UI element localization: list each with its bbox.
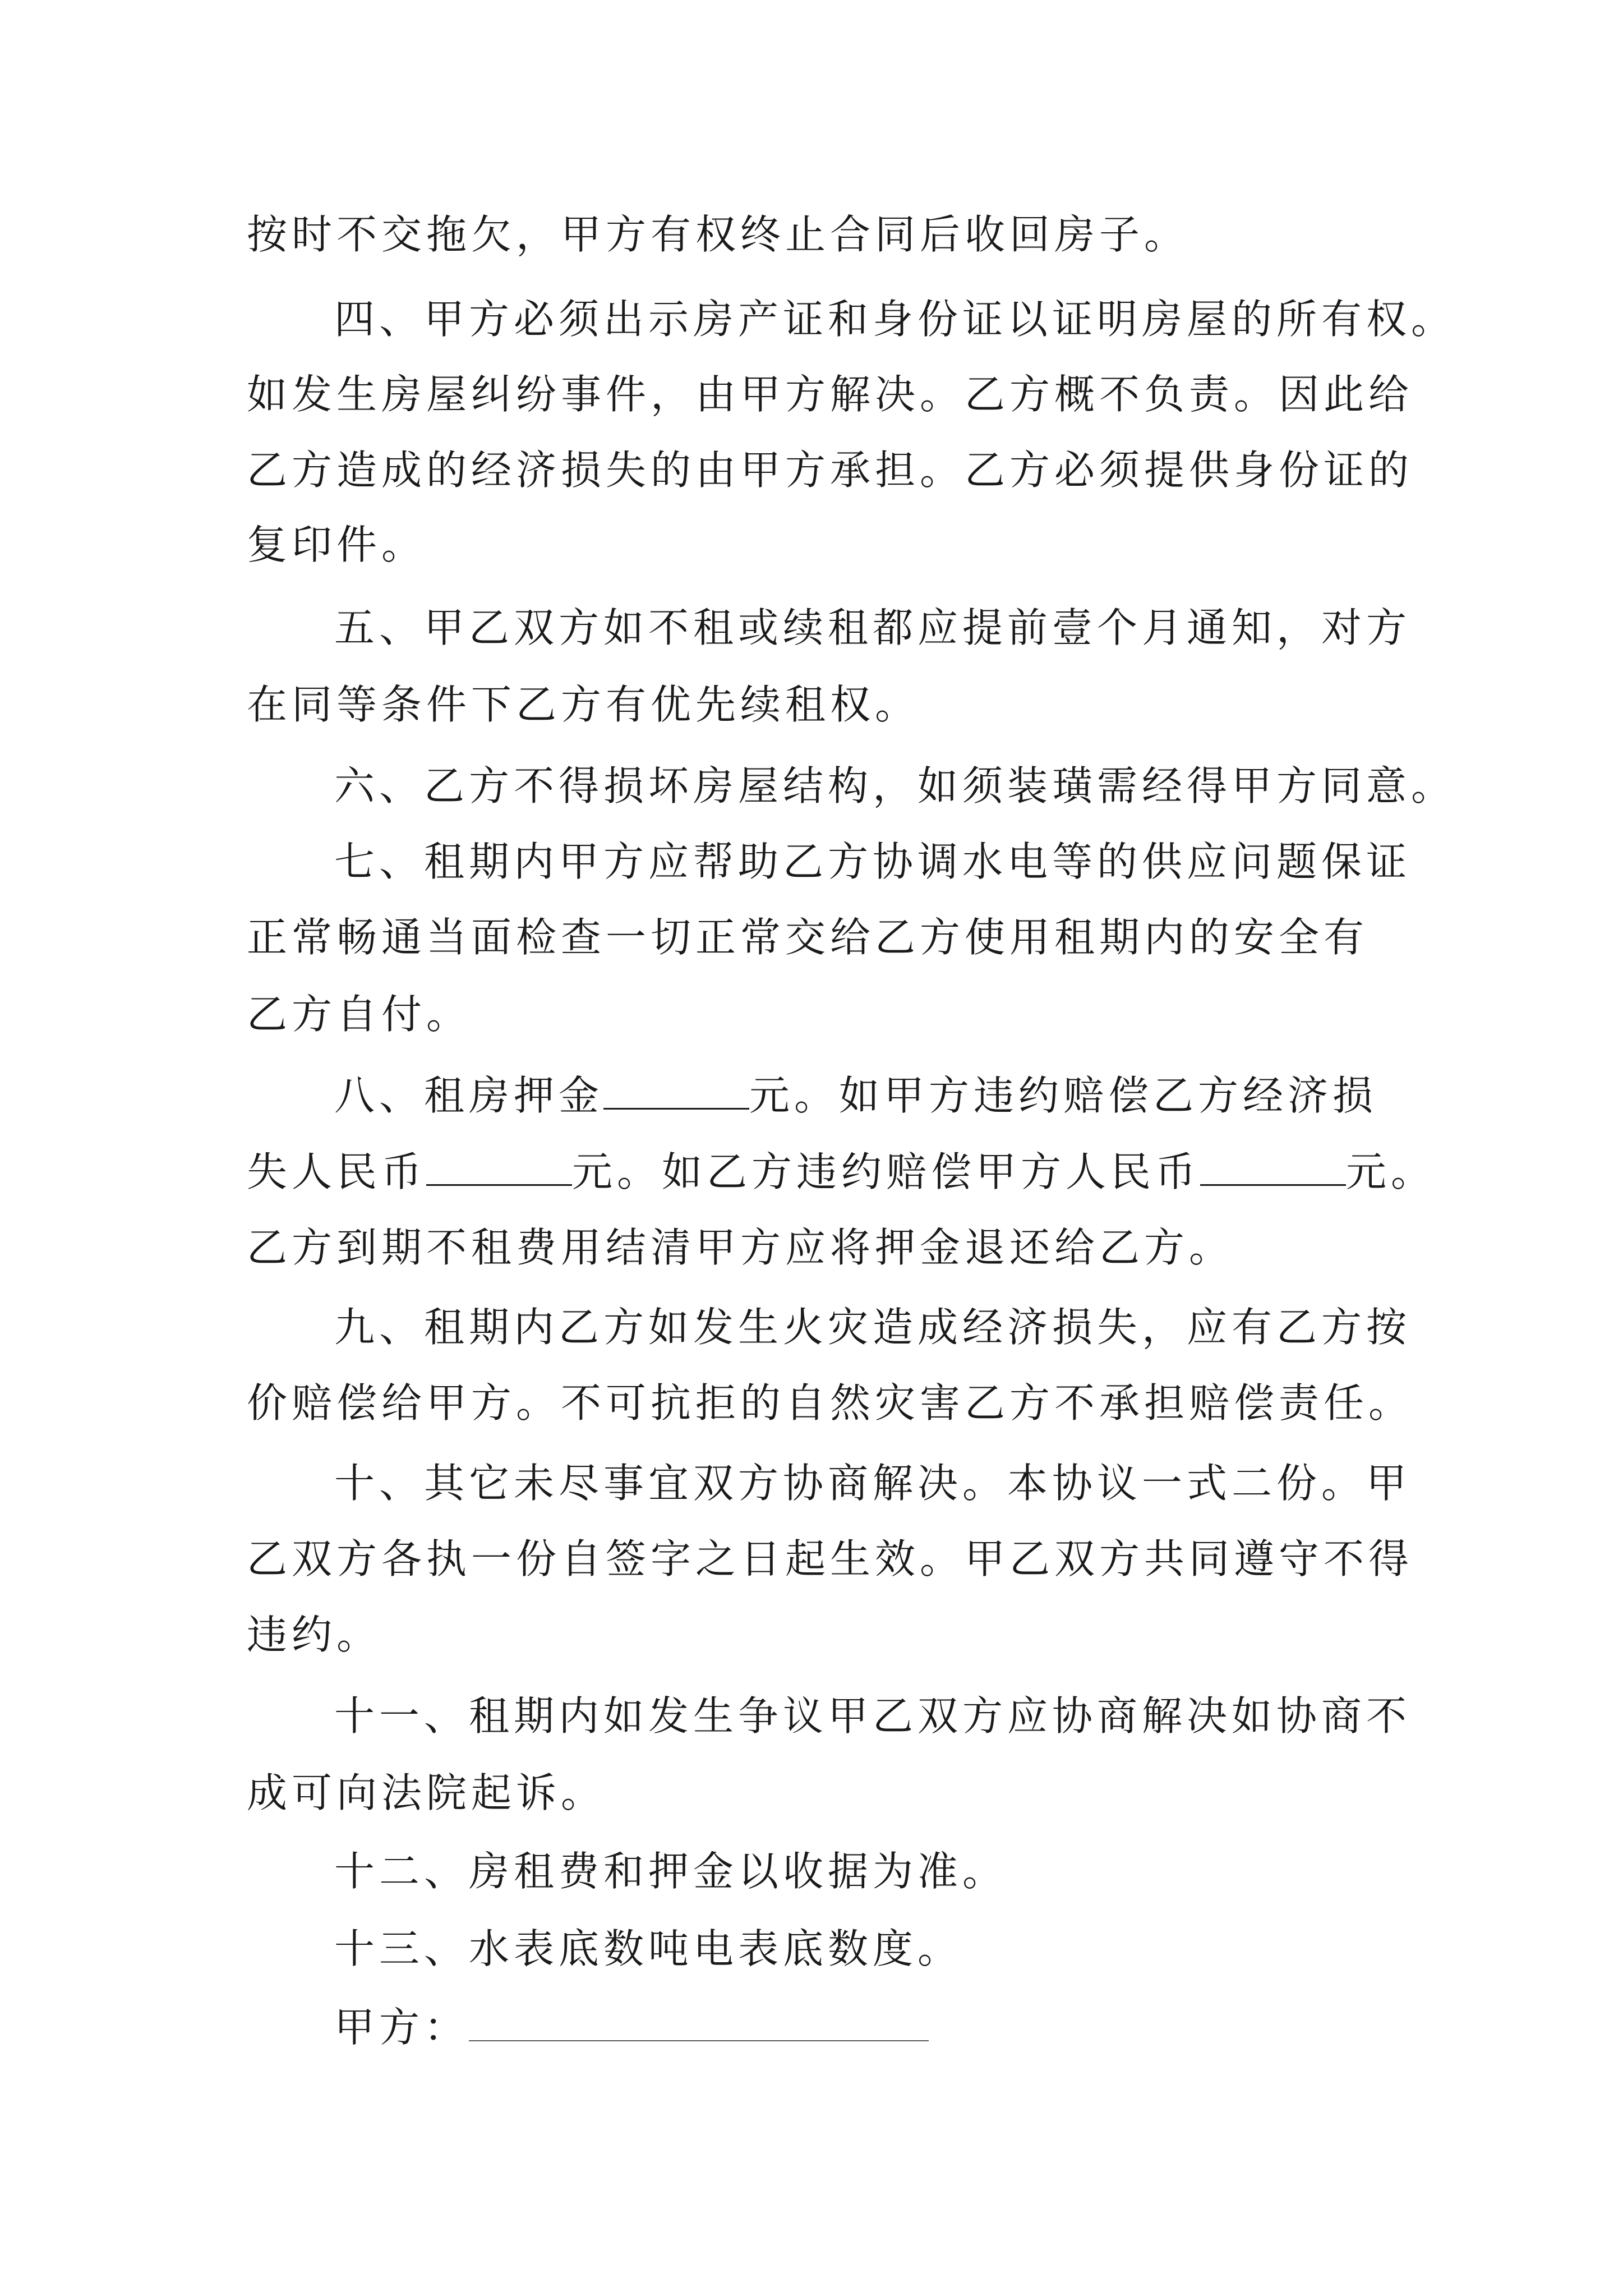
text-line: 如发生房屋纠纷事件，由甲方解决。乙方概不负责。因此给: [247, 371, 1414, 418]
party-a-signature-line: [334, 2001, 929, 2053]
penalty-part2: 元。如乙方违约赔偿甲方人民币: [572, 1148, 1201, 1195]
deposit-amount-blank[interactable]: [603, 1074, 749, 1110]
party-a-signature-blank[interactable]: [469, 2007, 929, 2041]
penalty-part3: 元。: [1346, 1148, 1436, 1195]
clause-5-line: 五、甲乙双方如不租或续租都应提前壹个月通知，对方: [334, 604, 1412, 651]
text-line: 乙双方各执一份自签字之日起生效。甲乙双方共同遵守不得: [247, 1535, 1414, 1582]
text-line: 乙方自付。: [247, 991, 472, 1038]
text-line: 价赔偿给甲方。不可抗拒的自然灾害乙方不承担赔偿责任。: [247, 1379, 1414, 1427]
clause-11-line: 十一、租期内如发生争议甲乙双方应协商解决如协商不: [334, 1692, 1412, 1740]
clause-8-line: [334, 1070, 1377, 1121]
party-a-label: 甲方：: [334, 2004, 469, 2051]
clause-10-line: 十、其它未尽事宜双方协商解决。本协议一式二份。甲: [334, 1460, 1412, 1507]
deposit-prefix: 八、租房押金: [334, 1072, 604, 1119]
clause-13-line: 十三、水表底数吨电表底数度。: [334, 1925, 963, 1972]
clause-12-line: 十二、房租费和押金以收据为准。: [334, 1848, 1008, 1895]
text-line: 按时不交拖欠，甲方有权终止合同后收回房子。: [247, 211, 1189, 258]
deposit-suffix: 元。如甲方违约赔偿乙方经济损: [749, 1072, 1378, 1119]
penalty-line: [247, 1146, 1436, 1198]
text-line: 复印件。: [247, 521, 427, 568]
text-line: 成可向法院起诉。: [247, 1769, 606, 1816]
clause-9-line: 九、租期内乙方如发生火灾造成经济损失，应有乙方按: [334, 1304, 1412, 1351]
text-line: 违约。: [247, 1611, 382, 1658]
text-line: 在同等条件下乙方有优先续租权。: [247, 681, 920, 728]
clause-4-line: 四、甲方必须出示房产证和身份证以证明房屋的所有权。: [334, 296, 1456, 343]
clause-7-line: 七、租期内甲方应帮助乙方协调水电等的供应问题保证: [334, 838, 1412, 885]
text-line: 正常畅通当面检查一切正常交给乙方使用租期内的安全有: [247, 914, 1369, 961]
text-line: 乙方造成的经济损失的由甲方承担。乙方必须提供身份证的: [247, 447, 1414, 494]
text-line: 乙方到期不租费用结清甲方应将押金退还给乙方。: [247, 1224, 1234, 1271]
party-b-penalty-blank[interactable]: [1200, 1151, 1346, 1186]
party-a-penalty-blank[interactable]: [426, 1151, 572, 1186]
penalty-part1: 失人民币: [247, 1148, 427, 1195]
clause-6-line: 六、乙方不得损坏房屋结构，如须装璜需经得甲方同意。: [334, 762, 1456, 809]
